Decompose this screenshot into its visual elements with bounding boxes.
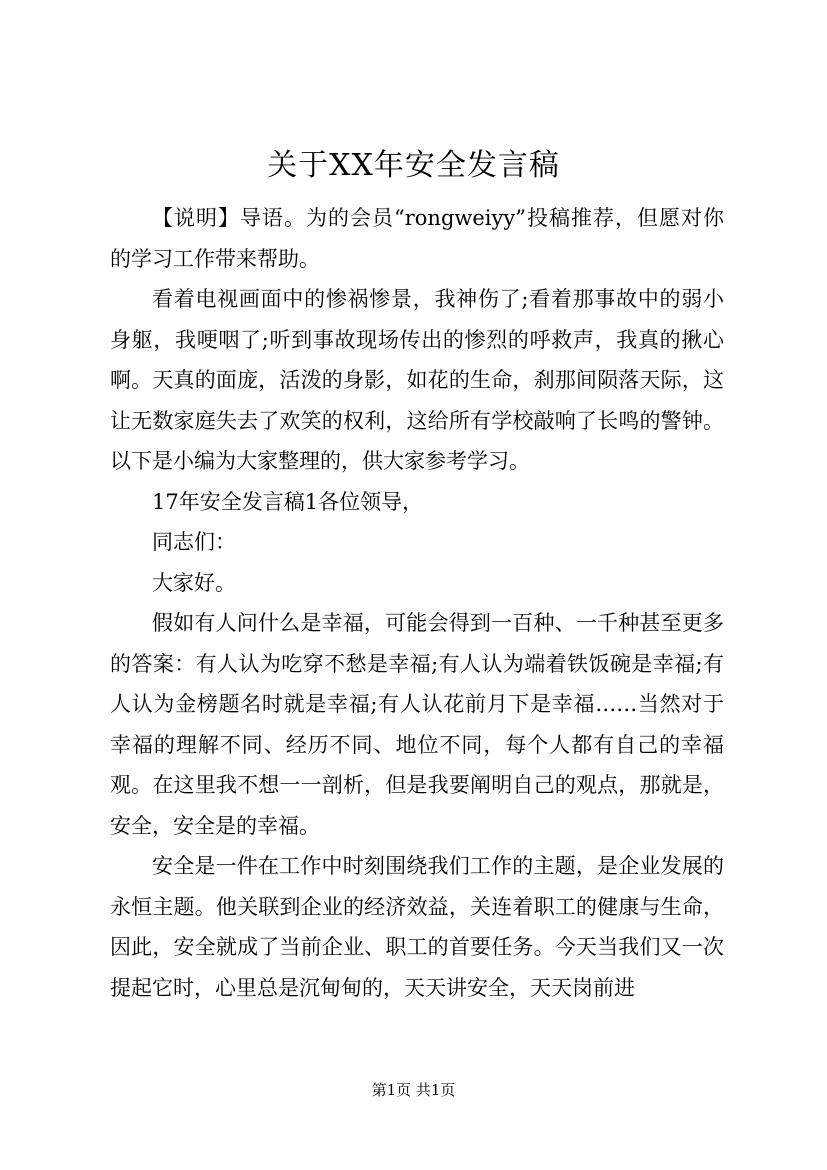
- paragraph-greeting: 大家好。: [152, 570, 236, 595]
- page-footer: 第1页 共1页: [371, 1081, 456, 1099]
- paragraph-safety-theme: 安全是一件在工作中时刻围绕我们工作的主题，是企业发展的永恒主题。他关联到企业的经济效益，关连着职工的健康与生命，因此，安全就成了当前企业、职工的首要任务。今天当我们又一次提起它时，心里总是沉甸甸的，天天讲安全，天天岗前进: [110, 854, 724, 1000]
- paragraph-heading-line: 17年安全发言稿1各位领导，: [152, 489, 424, 514]
- paragraph-preface: 看着电视画面中的惨祸惨景，我神伤了;看着那事故中的弱小身躯，我哽咽了;听到事故现场传出的惨烈的呼救声，我真的揪心啊。天真的面庞，活泼的身影，如花的生命，刹那间陨落天际，这让无数家庭失去了欢笑的权利，这给所有学校敲响了长鸣的警钟。以下是小编为大家整理的，供大家参考学习。: [110, 287, 724, 473]
- paragraph-salutation: 同志们：: [152, 530, 236, 554]
- document-body: [110, 198, 724, 1008]
- paragraph-intro: 【说明】导语。为的会员“rongweiyy”投稿推荐，但愿对你的学习工作带来帮助。: [110, 206, 724, 271]
- paragraph-happiness: 假如有人问什么是幸福，可能会得到一百种、一千种甚至更多的答案：有人认为吃穿不愁是幸福;有人认为端着铁饭碗是幸福;有人认为金榜题名时就是幸福;有人认花前月下是幸福……当然对于幸福的理解不同、经历不同、地位不同，每个人都有自己的幸福观。在这里我不想一一剖析，但是我要阐明自己的观点，那就是，安全，安全是的幸福。: [110, 611, 724, 838]
- document-title: 关于XX年安全发言稿: [267, 148, 560, 183]
